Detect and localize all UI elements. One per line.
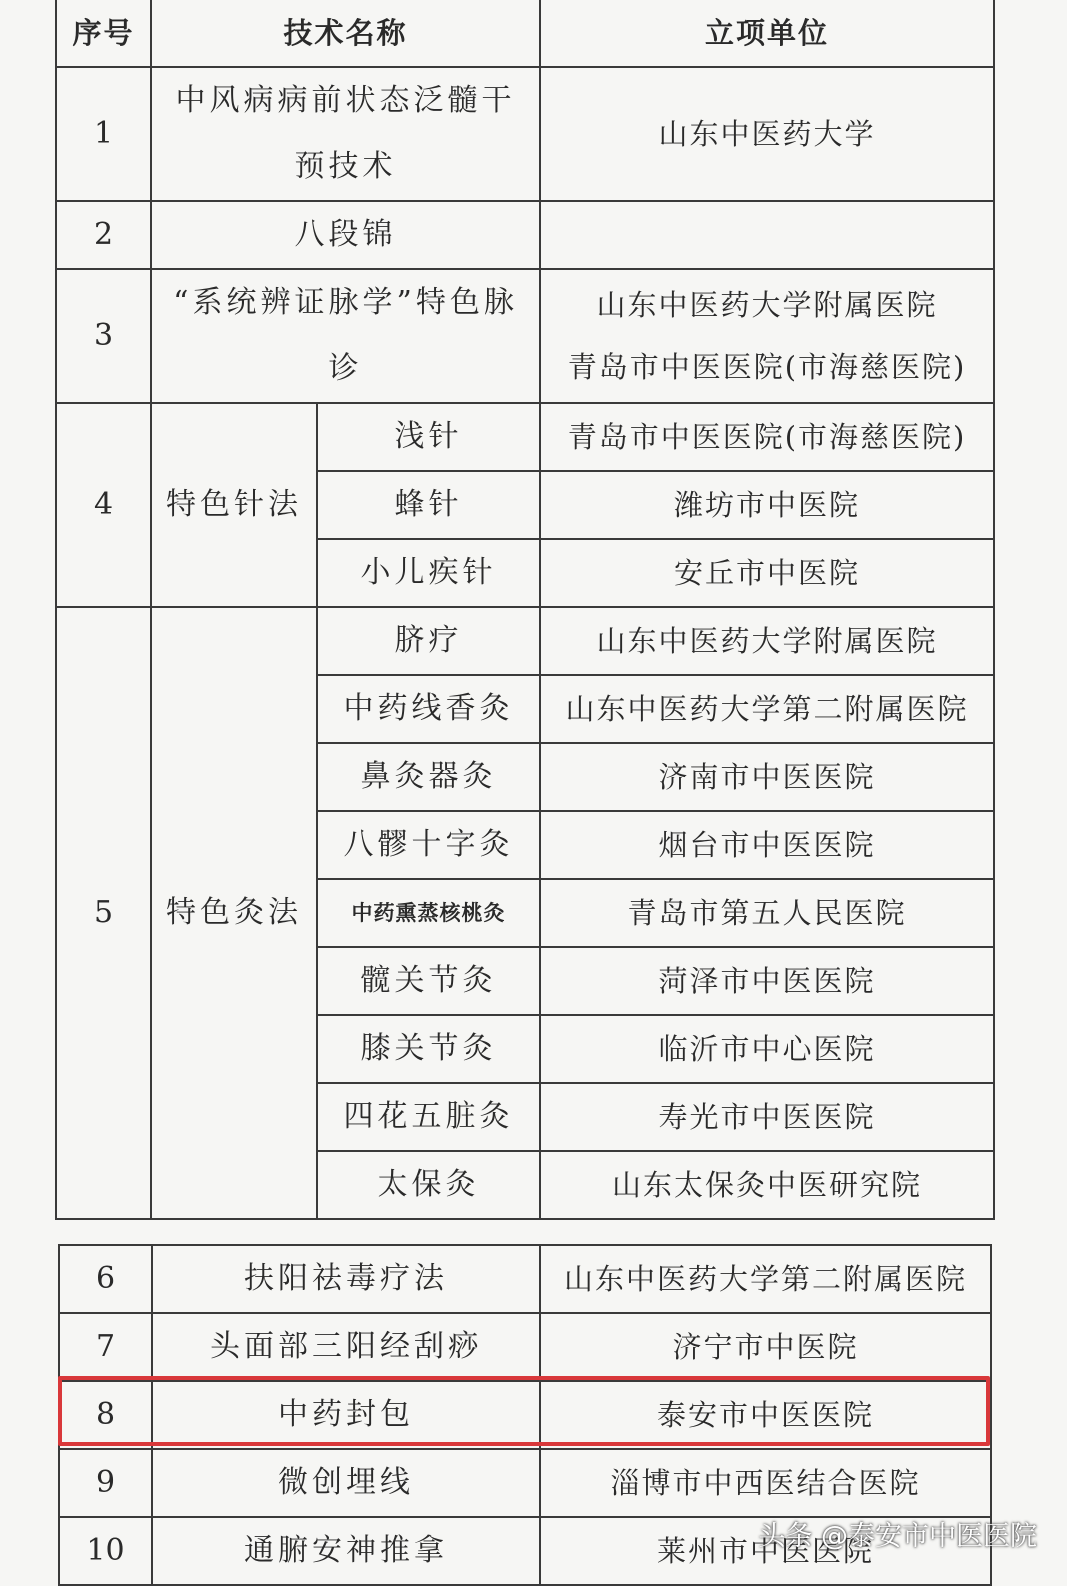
- row-name: 膝关节灸: [317, 1015, 540, 1083]
- row-unit: 山东中医药大学附属医院: [540, 607, 994, 675]
- row-unit: 临沂市中心医院: [540, 1015, 994, 1083]
- row-no: 8: [59, 1381, 152, 1449]
- table-row: [56, 403, 994, 471]
- row-name: 八髎十字灸: [317, 811, 540, 879]
- row-name: 中药封包: [152, 1381, 540, 1449]
- unit-line: 山东中医药大学附属医院: [596, 288, 938, 322]
- row-unit: 青岛市第五人民医院: [540, 879, 994, 947]
- table-header-row: [56, 0, 994, 67]
- row-unit: 山东中医药大学: [540, 67, 994, 201]
- table-row: [56, 201, 994, 269]
- header-unit: 立项单位: [540, 0, 994, 67]
- row-no: 1: [56, 67, 151, 201]
- row-unit: 莱州市中医医院: [540, 1517, 991, 1585]
- row-no: 7: [59, 1313, 152, 1381]
- header-name: 技术名称: [151, 0, 540, 67]
- row-no: 9: [59, 1449, 152, 1517]
- table-row: [56, 607, 994, 675]
- row-no: 4: [56, 403, 151, 607]
- row-unit: 菏泽市中医医院: [540, 947, 994, 1015]
- table-row: [59, 1245, 991, 1313]
- unit-line: 青岛市中医医院(市海慈医院): [567, 350, 967, 384]
- row-unit: [540, 269, 994, 403]
- row-name: 太保灸: [317, 1151, 540, 1219]
- tech-table-part1: [55, 0, 995, 1220]
- row-unit: 安丘市中医院: [540, 539, 994, 607]
- row-unit: 济宁市中医院: [540, 1313, 991, 1381]
- table-row: [59, 1313, 991, 1381]
- row-name: 小儿疾针: [317, 539, 540, 607]
- row-unit: 山东中医药大学第二附属医院: [540, 1245, 991, 1313]
- row-no: 5: [56, 607, 151, 1219]
- row-unit: [540, 201, 994, 269]
- row-name: 四花五脏灸: [317, 1083, 540, 1151]
- row-name: 中药线香灸: [317, 675, 540, 743]
- row-name: “系统辨证脉学”特色脉诊: [151, 269, 540, 403]
- row-group: 特色针法: [151, 403, 317, 607]
- table-row: [56, 67, 994, 201]
- row-unit: 山东太保灸中医研究院: [540, 1151, 994, 1219]
- row-group: 特色灸法: [151, 607, 317, 1219]
- row-name: 鼻灸器灸: [317, 743, 540, 811]
- row-unit: 潍坊市中医院: [540, 471, 994, 539]
- row-no: 3: [56, 269, 151, 403]
- table-row-highlighted: [59, 1381, 991, 1449]
- row-no: 2: [56, 201, 151, 269]
- row-name: 微创埋线: [152, 1449, 540, 1517]
- row-name: 头面部三阳经刮痧: [152, 1313, 540, 1381]
- row-name: 八段锦: [151, 201, 540, 269]
- table-row: [56, 269, 994, 403]
- row-unit: 济南市中医医院: [540, 743, 994, 811]
- row-unit: 青岛市中医医院(市海慈医院): [540, 403, 994, 471]
- row-name: 中药熏蒸核桃灸: [317, 879, 540, 947]
- row-name: 通腑安神推拿: [152, 1517, 540, 1585]
- row-name: 浅针: [317, 403, 540, 471]
- row-name: 蜂针: [317, 471, 540, 539]
- header-no: 序号: [56, 0, 151, 67]
- row-unit: 泰安市中医医院: [540, 1381, 991, 1449]
- row-unit: 寿光市中医医院: [540, 1083, 994, 1151]
- row-no: 10: [59, 1517, 152, 1585]
- row-name: 脐疗: [317, 607, 540, 675]
- row-name: 中风病病前状态泛髓干预技术: [151, 67, 540, 201]
- watermark: 头条 @泰安市中医医院: [758, 1521, 1037, 1552]
- row-name: 髋关节灸: [317, 947, 540, 1015]
- row-unit: 淄博市中西医结合医院: [540, 1449, 991, 1517]
- row-unit: 山东中医药大学第二附属医院: [540, 675, 994, 743]
- row-no: 6: [59, 1245, 152, 1313]
- row-name: 扶阳祛毒疗法: [152, 1245, 540, 1313]
- table-row: [59, 1449, 991, 1517]
- row-unit: 烟台市中医医院: [540, 811, 994, 879]
